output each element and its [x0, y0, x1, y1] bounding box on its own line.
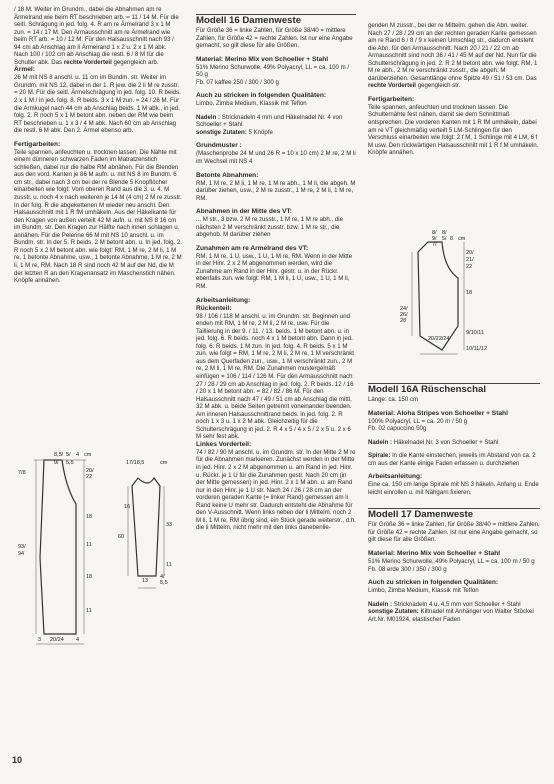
schema3-label: 18: [466, 290, 473, 296]
m16a-length: Länge: ca. 150 cm: [368, 396, 419, 403]
page-number: 10: [12, 755, 23, 765]
schema-bottom-label: 4: [76, 637, 80, 643]
aermel-text: 26 M mit NS 8 anschl. u. 11 cm im Bundm. str. Weiter im Grundm. mit NS 12, dabei in der 1. R jew. die 2 li M re zusstr. = 20 M. Für die seitl. Ärmelschrägung in jed. folg. 10. R beids. 2 x 1 M / in jed. folg. 8. R beids. 3 x 1 M zun. = 24 / 26 M. Für die Armkugel nach 44 cm ab Anschlag beids. 1 M abk., in jed. folg. 2. R noch 5 x 1 M betont abn. neben der RM wie beim RT beschrieben u. 1 x 3 / 4 M abk. Nach 60 cm ab Anschlag die restl. 6 M abk. Den 2. Ärmel ebenso arb.: [14, 74, 181, 135]
sleeve-top-label: 17/18,5: [126, 460, 145, 466]
schema-top-label: cm: [84, 452, 92, 458]
schema3-label: 20/: [466, 250, 474, 256]
nadeln-text: Nadeln : Stricknadeln 4 mm und Häkelnadel Nr. 4 von Schoeller + Stahl sonstige Zutaten: 5 Knöpfe: [196, 113, 343, 136]
m16a-material-color: Fb. 02 capuccino 50g: [368, 425, 427, 433]
model-16-title: Modell 16 Damenweste: [196, 15, 302, 26]
schema3-label: 26/: [400, 312, 408, 318]
column-3-lower: [368, 383, 540, 623]
m16a-spirale: Spirale: In die Kante einstechen, jeweils im Abstand von ca. 2 cm aus der Kante einige Faden erfassen u. durchziehen: [368, 452, 536, 467]
m17-sizes: Für Größe 36 = linke Zahlen, für Größe 38/40 = mittlere Zahlen, für Größe 42 = rechte Zahlen. Ist nur eine Angabe gemacht, so gilt diese für alle Größen.: [368, 521, 540, 544]
aermel-outline: [132, 478, 160, 576]
column-3: [368, 22, 540, 157]
material-color: Fb. 07 kaffee 250 / 300 / 300 g: [196, 78, 279, 86]
schema3-label: 24/: [400, 306, 408, 312]
zunahmen-heading: Zunahmen am re Armelrand des VT:: [196, 244, 309, 252]
betont-heading: Betonte Abnahmen:: [196, 171, 259, 179]
m16a-arbeit: Eine ca. 150 cm lange Spirale mit NS 3 häkeln. Anfang u. Ende leicht einrollen u. mit Nähgarn fixieren.: [368, 481, 539, 496]
arbeit-heading: Arbeitsanleitung:: [196, 296, 251, 304]
schema-top-label: 5/: [66, 452, 71, 458]
mitte-text: ... M str., 3 bzw. 2 M re zusstr., 1 M re, 1 M re abh., die nächsten 2 M verschränkt zusstr. bzw. 1 M re str., die abgehob. M darüber ziehen: [196, 216, 343, 239]
vt-heading: Linkes Vorderteil:: [196, 440, 252, 448]
m17-material-heading: Material: Merino Mix von Schoeller + Stahl: [368, 550, 501, 558]
intro-text: / 18 M. Weiter im Grundm., dabei die Abnahmen am re Ärmelrand wie beim RT beschrieben arb. = 11 / 14 M. Für die seitl. Schrägung in jed. folg. 4. R am re Ärmelrand 3 x 1 M zun. = 14 / 17 M. Den Armausschnitt am re Ärmelrand wie beim RT arb. = 10 / 12 M. Für den Halsausschnitt nach 93 / 94 cm ab Anschlag am li Ärmelrand 1 x 2 u. 2 x 1 M abk. Nach 100 / 102 cm ab Anschlag die restl. 6 / 8 M für die Schulter abk. Das rechte Vorderteil gegengleich arb.: [14, 6, 179, 66]
schema-left: [14, 448, 184, 653]
schema-left-label: 93/: [18, 544, 26, 550]
model-16a-title: Modell 16A Rüschenschal: [368, 384, 487, 395]
schema3-label: 5/: [442, 236, 447, 242]
sleeve-label: 60: [118, 534, 125, 540]
column-2: [196, 14, 356, 532]
schema-side-label: 20/: [86, 468, 94, 474]
sleeve-label: 11: [166, 562, 172, 568]
betont-text: RM, 1 M re, 2 M li, 1 M re, 1 M re abh., 1 M li, die abgeh. M darüber ziehen, usw., 2 M re zusstr., 1 M re, 2 M li, 1 M re, RM.: [196, 179, 356, 202]
sleeve-unit-label: cm: [160, 460, 168, 466]
aermel-heading: Ärmel:: [14, 66, 35, 74]
schema3-label: 8/: [432, 230, 437, 236]
m16a-nadeln: Nadeln : Häkelnadel Nr. 3 von Schoeller + Stahl: [368, 438, 499, 446]
m16a-material-heading: Material: Aloha Stripes von Schoeller + Stahl: [368, 409, 508, 417]
schema-right: [398, 228, 508, 358]
material-heading: Material: Merino Mix von Schoeller + Stahl: [196, 55, 329, 63]
sizes-text: Für Größe 36 = linke Zahlen, für Größe 38/40 = mittlere Zahlen, für Größe 42 = rechte Zahlen. Ist nur eine Angabe gemacht, so gilt diese für alle Größen.: [196, 27, 353, 50]
schema3-label: cm: [458, 236, 466, 242]
m16a-material: 100% Polyacryl, LL = ca. 20 m / 50 g: [368, 417, 468, 425]
schema3-label: 8: [450, 236, 454, 242]
schema-top-label: 4: [76, 452, 80, 458]
fertig3-text: Teile spannen, anfeuchten und trocknen lassen. Die Schulternähte fest nähen, damit sie dem Schnittmaß entsprechen. Die vorderen Kanten mit 1 R fM umhäkeln, dabei am re VT gleichmäßig verteilt 5 LM-Schlingen für den Verschluss einarbeiten wie folgt: 2 f M, 1 Schlinge mit 4 LM, 6 f M usw. Den rückwärtigen Halsausschnitt mit 1 R f M umhäkeln. Knöpfe annähen.: [368, 103, 539, 157]
model-17-title: Modell 17 Damenweste: [368, 509, 474, 521]
sleeve-label: 16: [124, 504, 131, 510]
schema3-label: 10/11/12: [466, 346, 488, 352]
rt-text: 98 / 106 / 118 M anschl. u. im Grundm. str. Beginnen und enden mit RM, 1 M re, 2 M li, 2 M re, usw. Für die Taillierung in der 9. / 11. / 13. beids. 1 M betont abn. u. in jed. folg. 6. R beids. noch 4 x 1 M betont abn. Dann in jed. folg. 6. R beids. 1 M zun. In jed. folg. 4. R beids. 5 x 1 M zun. wie folgt = RM, 1 M re, 2 M li, 2 M re, 1 M verschränkt aus dem Querfaden zun., usw., 1 M verschränkt zun., 2 M re, 2 M li, 1 M re, RM. Die Zunahmen mustergemäß einfügen = 106 / 114 / 126 M. Für den Armausschnitt nach 27 / 28 / 29 cm ab Anschlag in jed. folg. 2. R beids. 12 / 16 / 20 x 1 M betont abn. = 82 / 82 / 86 M. Für den Halsausschnitt nach 47 / 49 / 51 cm ab Anschlag die mittl. 32 M abk. u. beide Seiten getrennt voneinander beenden. Am inneren Halsausschnittrand beids. in jed. folg. 2. R noch 1 x 3 u. 1 x 2 M abk. Gleichzeitig für die Schulterschrägung in jed. 2. R 4 x 5 / 4 x 5 / 2 x 5 u. 2 x 6 M sehr fest abk.: [196, 312, 354, 441]
schema-top-label: 8,5/: [54, 452, 64, 458]
schema-side-label: 22: [86, 474, 93, 480]
m17-nadeln: Nadeln : Stricknadeln 4 u. 4,5 mm von Schoeller + Stahl sonstige Zutaten: Kiltnadel mit Anhänger von Walter Stöckel Art.Nr. M01924, elastischer Faden: [368, 600, 534, 623]
cont-text: genden M zusstr., bei der re Mittelm. gehen die Abn. weiter. Nach 27 / 28 / 29 cm an der rechten geraden Kante gemessen am re Rand 6 / 8 / 9 x keinen Umschlag str., dadurch entsteht die Abn. für den Armausschnitt. Nach 20 / 21 / 22 cm ab Armausschnitt sind noch 36 / 41 / 45 M auf der Nd. Nun für die Schulterschrägung in jed. 2. R 2 M betont abn. wie folgt: RM, 1 M re abh., 2 M re verschränkt zusstr., die abgeh. M darüberziehen. Gesamtlänge ohne Spitze 49 / 51 / 53 cm. Das rechte Vorderteil gegengleich str.: [368, 22, 538, 90]
schema3-label: 20/22/24: [428, 336, 450, 342]
vorderteil-outline: [40, 460, 76, 634]
schema-top-label: 9/: [54, 460, 59, 466]
sleeve-bottom-label: 5,5: [160, 580, 168, 586]
qual-text: Limbo, Zimba Medium, Klassik mit Teflon: [196, 100, 307, 108]
schema3-label: 9/: [432, 236, 437, 242]
vt-text: 74 / 82 / 90 M anschl. u. im Grundm. str. In der Mitte 2 M re für die Abnahmen markieren. Zunächst werden in der Mitte in jed. Hinr. 2 x 2 M abgenommen u. am Rand in jed. Hinr. u. Rückr. je 1 U für die Zunahmen gestr. Nach 20 cm (in der Mitte gemessen) in jed. Hinr. 2 x 1 M abn. u. am Rand nur in den Hinr. je 1 U str. Nach 24 / 26 / 28 cm an der vorderen geraden Kante (= linker Rand) gemessen am li Rand keine U mehr str. Dadurch entsteht die Abnahme für den V-Ausschnitt. Wenn links neben der li Mittelm. noch 2 M li, 1 M re, RM übrig sind, ein Stück gerade weiterstr., d.h. die li Mittelm. nicht mehr mit den links danebenlie-: [196, 448, 356, 532]
m17-qual-heading: Auch zu stricken in folgenden Qualitäten:: [368, 579, 499, 587]
schema3-label: 7/: [432, 242, 437, 248]
schema-bottom-label: 20/24: [50, 637, 64, 643]
m17-material: 51% Merino Schurwolle, 49% Polyacryl, LL = ca. 100 m / 50 g: [368, 558, 535, 566]
grund-text: (Maschenprobe 24 M und 26 R = 10 x 10 cm) 2 M re, 2 M li im Wechsel mit NS 4: [196, 150, 356, 166]
schema-bottom-label: 3: [38, 637, 42, 643]
mitte-heading: Abnahmen in der Mitte des VT:: [196, 208, 292, 216]
column-1: [14, 6, 182, 285]
schema3-label: 28: [400, 318, 407, 324]
sleeve-bottom-label: 4/: [160, 574, 165, 580]
schema3-label: 8/: [442, 230, 447, 236]
schema-side-label: 11: [86, 542, 92, 548]
fertig-heading: Fertigarbeiten:: [14, 140, 61, 148]
weste-outline: [418, 242, 458, 350]
schema3-label: 21/: [466, 257, 474, 263]
schema3-label: 9/10/11: [466, 330, 484, 336]
grund-heading: Grundmuster :: [196, 142, 242, 150]
fertig3-heading: Fertigarbeiten:: [368, 95, 415, 103]
m16a-arbeit-heading: Arbeitsanleitung:: [368, 473, 423, 481]
sleeve-label: 33: [166, 522, 173, 528]
zunahmen-text: RM, 1 M re, 1 U, usw., 1 U, 1 M re, RM. Wenn in der Mitte in der Hinr. 2 x 2 M abgenommen werden, wird die Zunahme am Rand in der Hinr. gestr. u. in der Rückr. ebenfalls zun. wie folgt: RM, 1 M li, 1 U, usw., 1 U, 1 M li, RM.: [196, 252, 352, 291]
schema3-label: 22: [466, 264, 473, 270]
qual-heading: Auch zu stricken in folgenden Qualitäten:: [196, 92, 327, 100]
schema-left-label: 94: [18, 551, 25, 557]
schema-side-label: 18: [86, 514, 93, 520]
schema-left-label: 7/8: [18, 470, 26, 476]
material-text: 51% Merino Schurwolle, 49% Polyacryl, LL = ca. 100 m / 50 g: [196, 63, 350, 79]
schema-top-label: 5,5: [66, 460, 74, 466]
m17-material-color: Fb. 08 erde 300 / 350 / 300 g: [368, 565, 447, 573]
m17-qual: Limbo, Zimba Medium, Klassik mit Teflon: [368, 587, 479, 595]
rt-heading: Rückenteil:: [196, 304, 232, 312]
schema-side-label: 18: [86, 574, 93, 580]
sleeve-bottom-label: 13: [142, 578, 149, 584]
fertig-text: Teile spannen, anfeuchten u. trocknen lassen. Die Nähte mit einem dünneren schwarzen Faden im Matratzenstich schließen, dabei nur die halbe RM abnähen. Für die Blenden aus den vord. Kanten je 86 M aufn. u. mit NS 8 im Bundm. 6 cm str., dabei nach 3 cm bei der re Blende 5 Knopflöcher einarbeiten wie folgt: Vom oberen Rand aus die 3. u. 4. M zusstr. u. noch 4 x nach weiteren je 14 M (4 cm) 2 M re zusstr. In der folg. R die abgekettenen M wieder neu anschl. Den Halsausschnitt mit 1 R fM umhäkeln. Aus der Häkelkante für den Kragen von außen verteilt 42 M aufn. u. mit NS 8 16 cm im Bundm. str. Den Kragen zur Hälfte nach innen schlagen u. annähen. Für die Pelerine 66 M mit NS 10 anschl. u. im Bundm. str. In der 5. R beids. 2 M betont abn. u. In jed. folg. 2. R noch 5 x 2 M betont abn. wie folgt: RM, 1 M re, 2 M li, 1 M re, 1 betonte Abnahme, usw., 1 betonte Abnahme, 1 M re, 2 M li, 1 M re, RM. Nach 18 R sind noch 42 M auf der Nd, die M der letzten R an den Kragenansatz im Maschenstich nähen. Knöpfe annähen.: [14, 148, 183, 285]
schema-side-label: 11: [86, 608, 92, 614]
